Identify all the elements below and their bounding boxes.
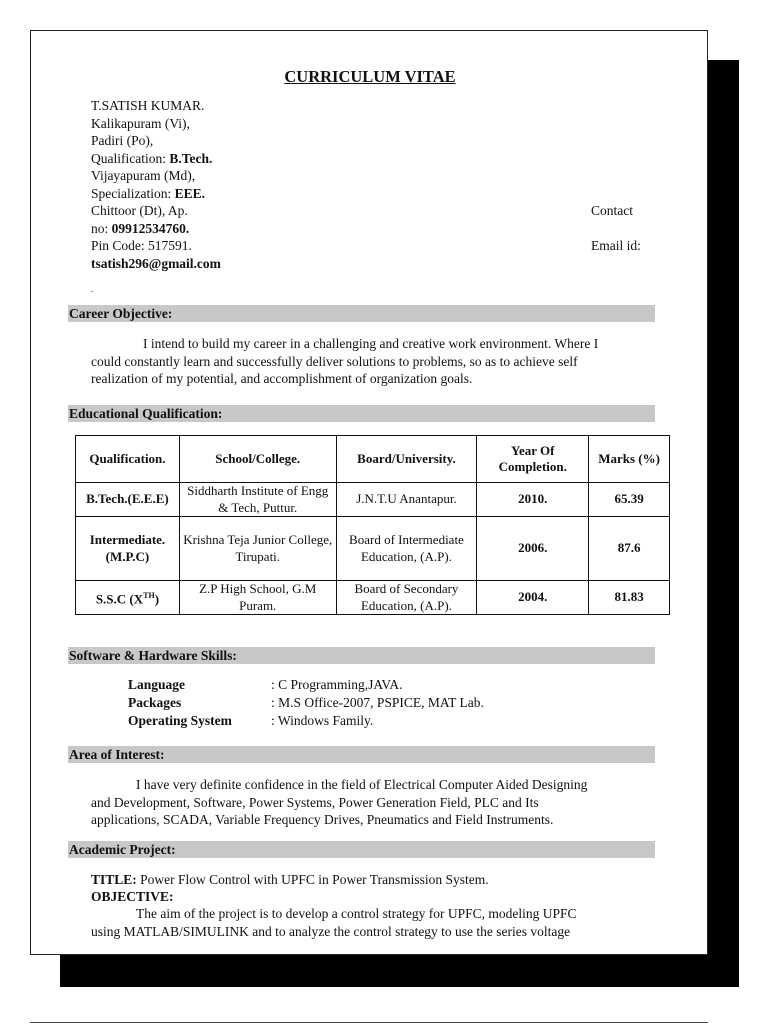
school-cell: Siddharth Institute of Engg & Tech, Puttur. — [179, 483, 336, 517]
column-header: Board/University. — [336, 436, 477, 483]
project-objective-line: using MATLAB/SIMULINK and to analyze the control strategy to use the series voltage — [91, 923, 571, 939]
skill-label-os: Operating System — [128, 713, 232, 728]
column-header: Marks (%) — [589, 436, 670, 483]
qualification-cell: B.Tech.(E.E.E) — [76, 483, 180, 517]
area-of-interest-line: applications, SCADA, Variable Frequency Drives, Pneumatics and Field Instruments. — [91, 812, 554, 827]
pin-code: Pin Code: 517591. — [91, 238, 192, 253]
qualification-cell: Intermediate. (M.P.C) — [76, 517, 180, 581]
qualification-line — [91, 150, 212, 168]
specialization-line — [91, 185, 205, 203]
career-objective-line: could constantly learn and successfully deliver solutions to problems, so as to achieve self — [91, 353, 578, 369]
table-header-row — [76, 436, 670, 483]
section-bar-skills — [68, 647, 655, 664]
column-header: Year Of Completion. — [477, 436, 589, 483]
school-cell: Krishna Teja Junior College, Tirupati. — [179, 517, 336, 581]
section-heading-academic-project: Academic Project: — [69, 842, 176, 857]
section-bar-area-of-interest — [68, 746, 655, 763]
project-objective-text — [91, 905, 654, 940]
career-objective-line: realization of my potential, and accomplishment of organization goals. — [91, 371, 473, 386]
skill-label-language: Language — [128, 677, 186, 692]
table-row — [76, 581, 670, 615]
year-cell: 2006. — [477, 517, 589, 581]
bottom-divider — [30, 1022, 708, 1023]
section-bar-career-objective — [68, 305, 655, 322]
qualification-value: B.Tech. — [169, 150, 213, 166]
stray-dot: . — [91, 284, 94, 294]
contact-number-line — [91, 220, 189, 238]
email-value: tsatish296@gmail.com — [91, 255, 221, 271]
contact-number-label: no: — [91, 220, 112, 236]
marks-cell: 81.83 — [589, 581, 670, 615]
resume-page — [30, 30, 708, 955]
area-of-interest-line: I have very definite confidence in the field of Electrical Computer Aided Designing — [136, 777, 588, 792]
section-heading-career-objective: Career Objective: — [69, 306, 173, 321]
contact-label: Contact — [591, 203, 633, 218]
area-of-interest-text — [91, 776, 654, 829]
marks-cell: 65.39 — [589, 483, 670, 517]
marks-cell: 87.6 — [589, 517, 670, 581]
column-header: School/College. — [179, 436, 336, 483]
year-cell: 2010. — [477, 483, 589, 517]
email-label: Email id: — [591, 238, 641, 253]
contact-number-value: 09912534760. — [111, 220, 190, 236]
board-cell: J.N.T.U Anantapur. — [336, 483, 477, 517]
specialization-label: Specialization: — [91, 185, 175, 201]
skill-value-language: : C Programming,JAVA. — [271, 677, 403, 692]
section-heading-skills: Software & Hardware Skills: — [69, 648, 237, 663]
career-objective-line: I intend to build my career in a challenging and creative work environment. Where I — [143, 336, 599, 351]
board-cell: Board of Secondary Education, (A.P). — [336, 581, 477, 615]
board-cell: Board of Intermediate Education, (A.P). — [336, 517, 477, 581]
skill-label-packages: Packages — [128, 695, 182, 710]
address-line-district: Chittoor (Dt), Ap. — [91, 203, 188, 218]
year-cell: 2004. — [477, 581, 589, 615]
column-header: Qualification. — [76, 436, 180, 483]
document-title: CURRICULUM VITAE — [284, 67, 456, 86]
project-title-label: TITLE: — [91, 872, 137, 887]
career-objective-text — [91, 335, 654, 388]
specialization-value: EEE. — [174, 185, 205, 201]
section-bar-academic-project — [68, 841, 655, 858]
project-objective-line: The aim of the project is to develop a control strategy for UPFC, modeling UPFC — [136, 906, 577, 921]
project-title-value: Power Flow Control with UPFC in Power Transmission System. — [136, 872, 489, 887]
education-table — [75, 435, 670, 615]
address-line-mandal: Vijayapuram (Md), — [91, 168, 196, 183]
candidate-name: T.SATISH KUMAR. — [91, 98, 205, 113]
skill-value-os: : Windows Family. — [271, 713, 374, 728]
school-cell: Z.P High School, G.M Puram. — [179, 581, 336, 615]
qualification-cell: S.S.C (XTH) — [76, 581, 180, 615]
address-line-village: Kalikapuram (Vi), — [91, 115, 190, 131]
area-of-interest-line: and Development, Software, Power Systems, Power Generation Field, PLC and Its — [91, 794, 539, 810]
project-objective-label: OBJECTIVE: — [91, 889, 174, 904]
qualification-label: Qualification: — [91, 150, 170, 166]
address-line-post: Padiri (Po), — [91, 133, 154, 148]
section-heading-area-of-interest: Area of Interest: — [69, 747, 165, 762]
project-title-line — [91, 871, 489, 889]
table-row — [76, 517, 670, 581]
section-bar-education — [68, 405, 655, 422]
section-heading-education: Educational Qualification: — [69, 406, 223, 421]
skill-value-packages: : M.S Office-2007, PSPICE, MAT Lab. — [271, 695, 484, 710]
table-row — [76, 483, 670, 517]
